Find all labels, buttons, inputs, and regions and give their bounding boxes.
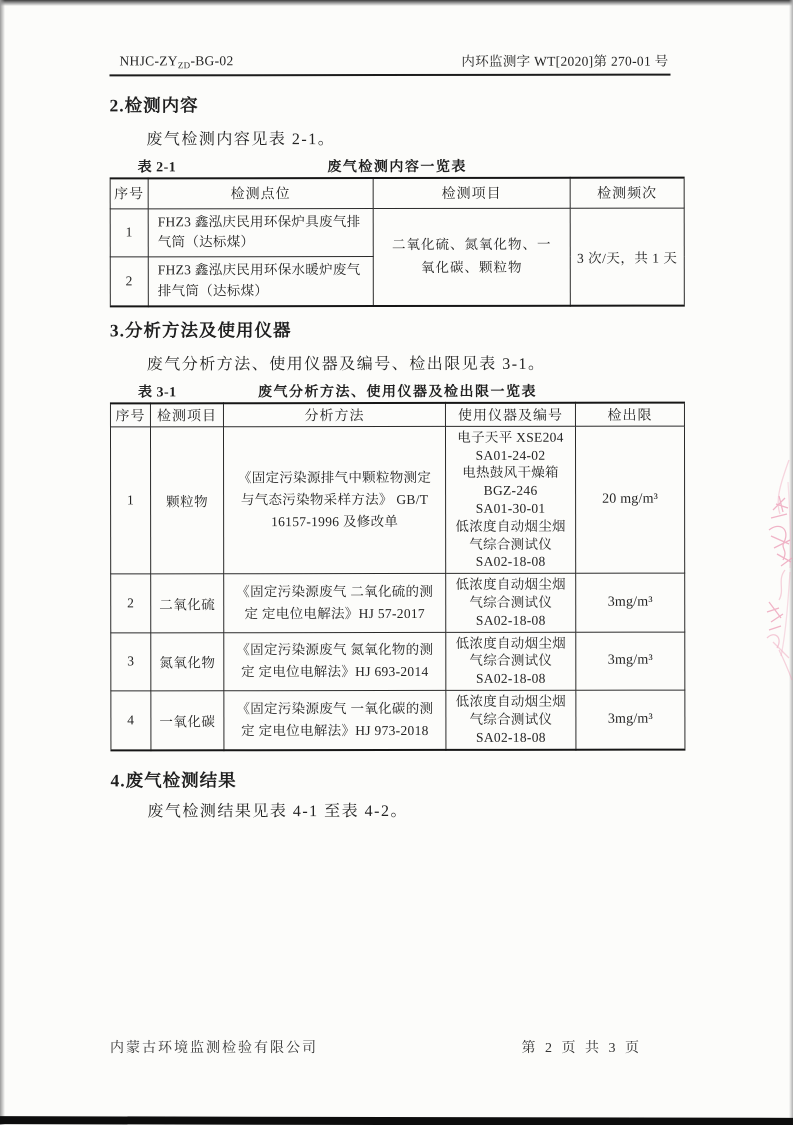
instrument-cell: 电子天平 XSE204 SA01-24-02 电热鼓风干燥箱 BGZ-246 SA01-30-01 低浓度自动烟尘烟 气综合测试仪 SA02-18-08 <box>445 426 575 574</box>
table-2-1-header-row <box>110 178 684 209</box>
row-no-cell: 2 <box>110 257 148 306</box>
scan-left-edge <box>0 0 5 1125</box>
document-footer <box>110 1037 686 1057</box>
row-no-cell: 2 <box>111 574 151 632</box>
table-row <box>111 690 685 750</box>
scan-bottom-edge <box>0 1116 793 1125</box>
monitoring-point-cell: FHZ3 鑫泓庆民用环保水暖炉废气排气筒（达标煤） <box>148 257 373 307</box>
row-no-cell: 1 <box>110 208 148 257</box>
column-header-no: 序号 <box>110 404 150 427</box>
page-content <box>109 50 685 821</box>
item-cell: 氮氧化物 <box>151 632 224 691</box>
method-cell: 《固定污染源废气 二氧化硫的测 定 定电位电解法》HJ 57-2017 <box>224 574 446 633</box>
table-3-1 <box>110 402 685 751</box>
table-3-1-header-row <box>110 403 684 427</box>
item-cell: 颗粒物 <box>150 426 223 574</box>
table-2-1-caption: 废气检测内容一览表 <box>327 159 467 176</box>
table-2-1-caption-row <box>110 156 685 178</box>
section-3-paragraph: 废气分析方法、使用仪器及编号、检出限见表 3-1。 <box>146 355 546 374</box>
item-cell: 一氧化碳 <box>151 691 224 750</box>
column-header-instrument: 使用仪器及编号 <box>445 403 575 426</box>
detection-limit-cell: 20 mg/m³ <box>575 426 684 574</box>
scan-right-edge <box>789 0 793 1125</box>
section-2-paragraph: 废气检测内容见表 2-1。 <box>146 131 336 149</box>
instrument-cell: 低浓度自动烟尘烟 气综合测试仪 SA02-18-08 <box>446 690 576 749</box>
monitoring-items-cell: 二氧化硫、氮氧化物、一氧化碳、颗粒物 <box>373 208 570 306</box>
instrument-cell: 低浓度自动烟尘烟 气综合测试仪 SA02-18-08 <box>446 632 576 691</box>
scan-top-edge <box>0 0 793 6</box>
section-4-paragraph: 废气检测结果见表 4-1 至表 4-2。 <box>147 802 409 820</box>
table-3-1-caption: 废气分析方法、使用仪器及检出限一览表 <box>257 384 537 401</box>
column-header-no: 序号 <box>110 178 148 208</box>
method-cell: 《固定污染源废气 氮氧化物的测 定 定电位电解法》HJ 693-2014 <box>224 632 446 691</box>
instrument-cell: 低浓度自动烟尘烟 气综合测试仪 SA02-18-08 <box>446 573 576 632</box>
column-header-limit: 检出限 <box>575 403 684 426</box>
row-no-cell: 4 <box>111 691 151 750</box>
doc-number: 内环监测字 WT[2020]第 270-01 号 <box>461 53 669 69</box>
table-row <box>111 573 685 632</box>
table-2-1-label: 表 2-1 <box>137 160 177 176</box>
table-row <box>110 426 684 574</box>
table-row <box>111 632 685 691</box>
column-header-method: 分析方法 <box>223 403 445 426</box>
red-seal-artifact <box>759 452 793 692</box>
detection-limit-cell: 3mg/m³ <box>576 632 685 691</box>
row-no-cell: 3 <box>111 632 151 690</box>
footer-page-number: 第 2 页 共 3 页 <box>521 1041 642 1056</box>
column-header-items: 检测项目 <box>373 178 570 208</box>
detection-limit-cell: 3mg/m³ <box>576 573 685 632</box>
table-row <box>110 208 684 258</box>
section-4-heading: 4.废气检测结果 <box>110 769 237 790</box>
method-cell: 《固定污染源排气中颗粒物测定 与气态污染物采样方法》 GB/T 16157-1996 及修改单 <box>223 426 445 574</box>
column-header-item: 检测项目 <box>150 403 223 426</box>
monitoring-point-cell: FHZ3 鑫泓庆民用环保炉具废气排气筒（达标煤） <box>148 208 373 257</box>
table-2-1 <box>110 177 685 308</box>
column-header-frequency: 检测频次 <box>570 178 684 208</box>
method-cell: 《固定污染源废气 一氧化碳的测 定 定电位电解法》HJ 973-2018 <box>224 690 446 749</box>
section-3-heading: 3.分析方法及使用仪器 <box>109 320 292 341</box>
table-3-1-label: 表 3-1 <box>137 385 177 401</box>
document-header <box>109 50 670 77</box>
frequency-cell: 3 次/天，共 1 天 <box>570 208 684 306</box>
table-3-1-caption-row <box>110 381 685 403</box>
item-cell: 二氧化硫 <box>151 574 224 633</box>
doc-code: NHJC-$ZY_{ZD}-BG-02$ <box>119 53 234 71</box>
row-no-cell: 1 <box>110 427 150 575</box>
column-header-point: 检测点位 <box>148 178 373 208</box>
section-2-heading: 2.检测内容 <box>109 95 199 116</box>
detection-limit-cell: 3mg/m³ <box>576 690 685 749</box>
doc-code-subscript: ZD <box>177 60 191 71</box>
footer-company: 内蒙古环境监测检验有限公司 <box>110 1041 318 1056</box>
